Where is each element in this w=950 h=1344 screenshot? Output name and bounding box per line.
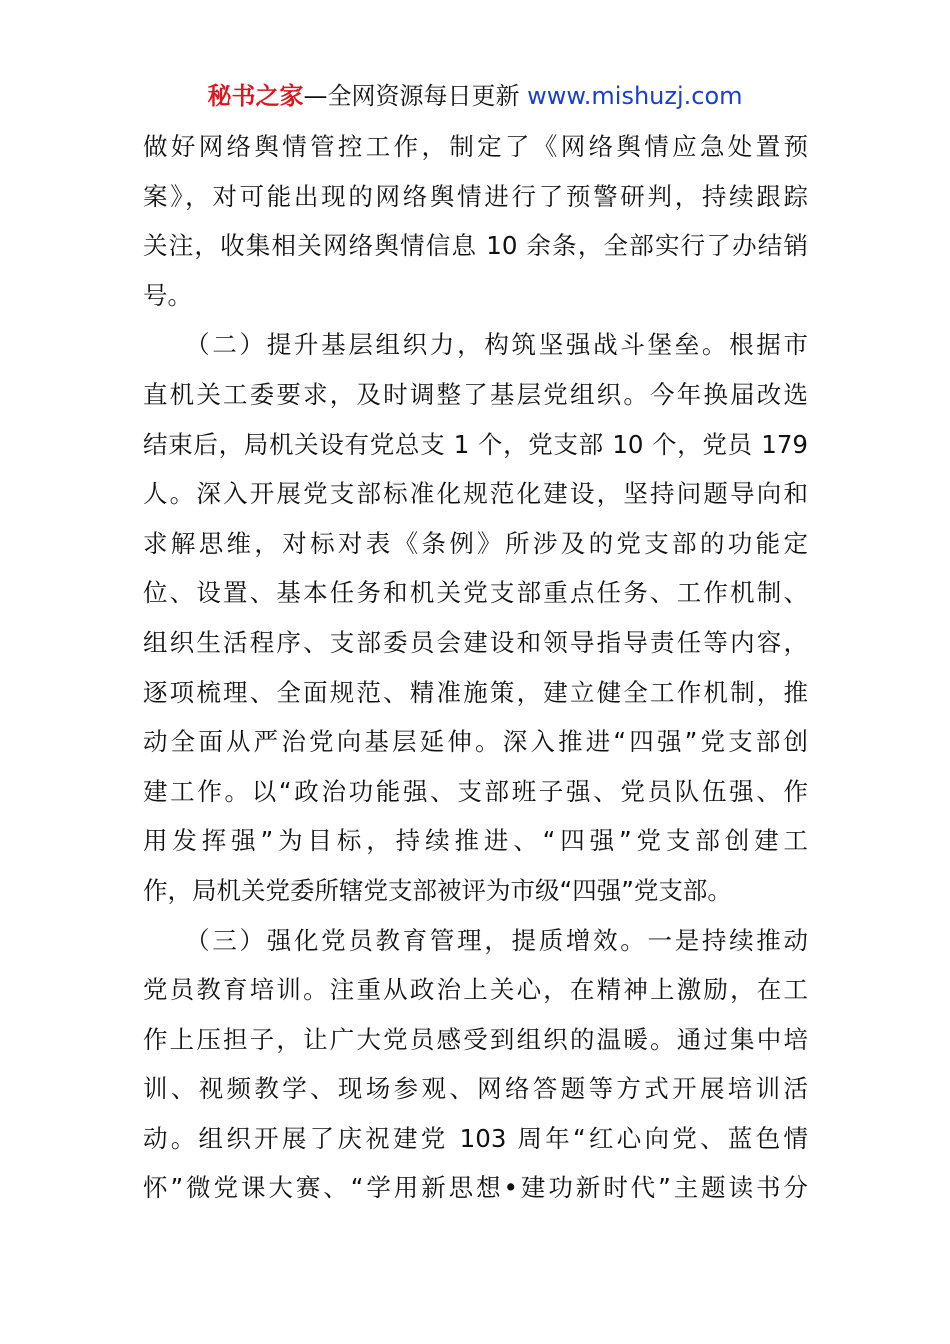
text-line: 作，局机关党委所辖党支部被评为市级“四强”党支部。 xyxy=(143,875,732,905)
text-line: 号。 xyxy=(143,280,192,310)
site-tagline: —全网资源每日更新 xyxy=(303,82,520,110)
text-line: 组织生活程序、支部委员会建设和领导指导责任等内容， xyxy=(143,627,808,657)
text-line: 做好网络舆情管控工作，制定了《网络舆情应急处置预 xyxy=(143,132,808,161)
document-body xyxy=(143,122,808,1213)
text-line: 作上压担子，让广大党员感受到组织的温暖。通过集中培 xyxy=(143,1024,808,1054)
text-line: 直机关工委要求，及时调整了基层党组织。今年换届改选 xyxy=(143,379,808,409)
text-line: 关注，收集相关网络舆情信息 10 余条，全部实行了办结销 xyxy=(143,231,808,261)
site-url-link[interactable]: www.mishuzj.com xyxy=(527,82,743,110)
text-line: 党员教育培训。注重从政治上关心，在精神上激励，在工 xyxy=(143,975,808,1005)
text-line: 人。深入开展党支部标准化规范化建设，坚持问题导向和 xyxy=(143,479,808,509)
text-line: 案》，对可能出现的网络舆情进行了预警研判，持续跟踪 xyxy=(143,181,808,211)
text-line: 结束后，局机关设有党总支 1 个，党支部 10 个，党员 179 xyxy=(143,429,808,459)
text-line: 位、设置、基本任务和机关党支部重点任务、工作机制、 xyxy=(143,578,808,608)
site-brand: 秘书之家 xyxy=(207,82,304,110)
text-line: 怀”微党课大赛、“学用新思想•建功新时代”主题读书分 xyxy=(143,1173,808,1203)
text-line: 用发挥强”为目标，持续推进、“四强”党支部创建工 xyxy=(143,826,808,856)
site-header xyxy=(0,80,950,112)
text-line: （三）强化党员教育管理，提质增效。一是持续推动 xyxy=(143,925,808,955)
text-line: 逐项梳理、全面规范、精准施策，建立健全工作机制，推 xyxy=(143,677,808,707)
text-line: 动。组织开展了庆祝建党 103 周年“红心向党、蓝色情 xyxy=(143,1123,808,1153)
text-line: 建工作。以“政治功能强、支部班子强、党员队伍强、作 xyxy=(143,776,808,806)
text-line: 训、视频教学、现场参观、网络答题等方式开展培训活 xyxy=(143,1074,808,1104)
text-line: 动全面从严治党向基层延伸。深入推进“四强”党支部创 xyxy=(143,727,808,757)
text-line: （二）提升基层组织力，构筑坚强战斗堡垒。根据市 xyxy=(143,330,808,360)
text-line: 求解思维，对标对表《条例》所涉及的党支部的功能定 xyxy=(143,528,808,558)
